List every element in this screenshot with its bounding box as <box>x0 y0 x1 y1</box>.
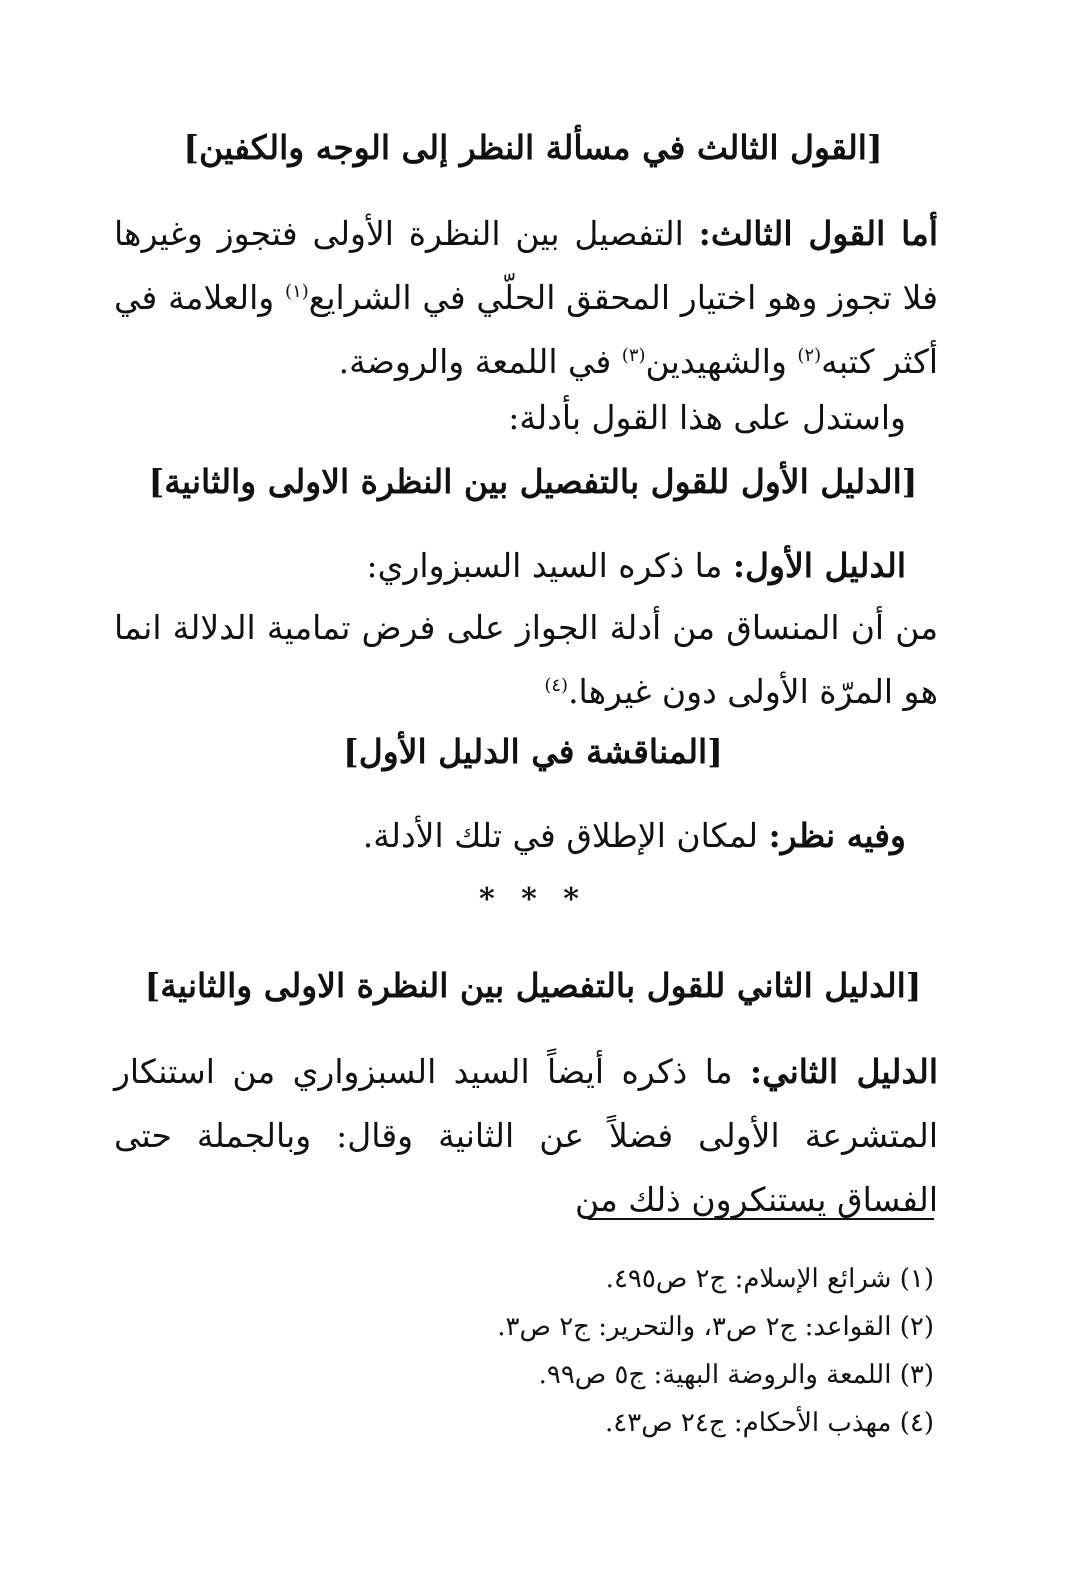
paragraph-evidence-intro: واستدل على هذا القول بأدلة: <box>508 398 906 437</box>
footnote-ref-1[interactable]: (١) <box>285 281 309 302</box>
section-heading-discussion: [المناقشة في الدليل الأول] <box>343 732 723 771</box>
footnote-ref-4[interactable]: (٤) <box>544 675 569 696</box>
paragraph-text: ما ذكره السيد السبزواري: <box>366 546 733 585</box>
paragraph-text: من أن المنساق من أدلة الجواز على فرض تمامية الدلالة انما هو المرّة الأولى دون غيرها. <box>114 608 939 711</box>
section-heading-first-evidence: [الدليل الأول للقول بالتفصيل بين النظرة الاولى والثانية] <box>148 462 918 501</box>
paragraph-label: الدليل الأول: <box>732 546 906 585</box>
footnote-2: (٢) القواعد: ج٢ ص٣، والتحرير: ج٢ ص٣. <box>497 1312 934 1342</box>
paragraph-text: في اللمعة والروضة. <box>338 342 622 381</box>
paragraph-text: التفصيل بين النظرة الأولى فتجوز وغيرها فلا تجوز وهو اختيار المحقق الحلّي في الشرايع <box>114 214 938 317</box>
section-heading-second-evidence: [الدليل الثاني للقول بالتفصيل بين النظرة الاولى والثانية] <box>144 966 922 1005</box>
paragraph-label: أما القول الثالث: <box>698 214 938 253</box>
paragraph-discussion <box>114 804 906 868</box>
paragraph-text: ما ذكره أيضاً السيد السبزواري من استنكار المتشرعة الأولى فضلاً عن الثانية وقال: وبالجملة حتى الفساق يستنكرون ذلك من <box>114 1052 938 1219</box>
paragraph-second-evidence <box>114 1040 938 1232</box>
section-heading-third-opinion: [القول الثالث في مسألة النظر إلى الوجه والكفين] <box>183 128 883 167</box>
footnote-divider <box>588 1218 934 1220</box>
footnote-1: (١) شرائع الإسلام: ج٢ ص٤٩٥. <box>605 1264 934 1294</box>
paragraph-first-evidence-text <box>114 596 938 724</box>
paragraph-text: والعلامة في أكثر كتبه <box>114 278 938 381</box>
paragraph-third-opinion <box>114 202 938 394</box>
paragraph-first-evidence <box>114 534 906 598</box>
footnote-ref-2[interactable]: (٢) <box>797 345 822 366</box>
footnote-ref-3[interactable]: (٣) <box>621 345 646 366</box>
paragraph-text: لمكان الإطلاق في تلك الأدلة. <box>362 816 769 855</box>
section-separator: * * * <box>479 882 587 917</box>
paragraph-text: والشهيدين <box>645 342 798 381</box>
paragraph-label: الدليل الثاني: <box>749 1052 938 1091</box>
paragraph-label: وفيه نظر: <box>768 816 906 855</box>
footnote-3: (٣) اللمعة والروضة البهية: ج٥ ص٩٩. <box>538 1360 934 1390</box>
footnote-4: (٤) مهذب الأحكام: ج٢٤ ص٤٣. <box>605 1408 934 1438</box>
